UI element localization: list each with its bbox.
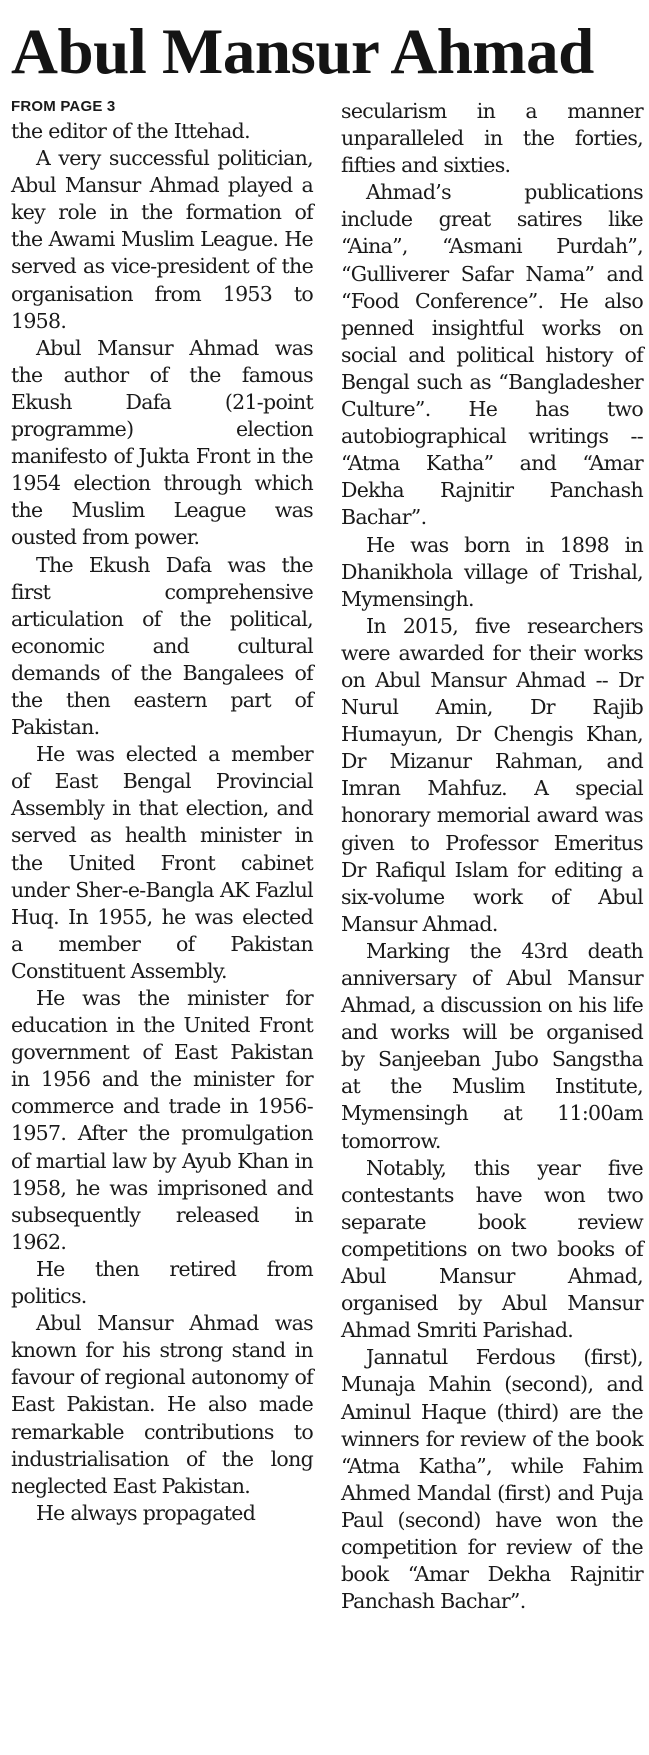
paragraph: The Ekush Dafa was the first comprehensive articulation of the political, economic and cultural demands of the Bangalees of the then eastern part of Pakistan. bbox=[11, 552, 313, 740]
paragraph: A very successful politician, Abul Mansur Ahmad played a key role in the formation of the Awami Muslim League. He served as vice-president of the organisation from 1953 to 1958. bbox=[11, 146, 313, 333]
paragraph: In 2015, five researchers were awarded for their works on Abul Mansur Ahmad -- Dr Nurul Amin, Dr Rajib Humayun, Dr Chengis Khan, Dr Mizanur Rahman, and Imran Mahfuz. A special honorary memorial award was given to Professor Emeritus Dr Rafiqul Islam for editing a six-volume work of Abul Mansur Ahmad. bbox=[341, 613, 643, 936]
paragraph: He was the minister for education in the United Front government of East Pakistan in 1956 and the minister for commerce and trade in 1956-1957. After the promulgation of martial law by Ayub Khan in 1958, he was imprisoned and subsequently released in 1962. bbox=[11, 986, 313, 1254]
paragraph: the editor of the Ittehad. bbox=[11, 119, 250, 143]
paragraph: He always propagated bbox=[36, 1500, 256, 1525]
article-body bbox=[11, 98, 643, 1615]
paragraph: Abul Mansur Ahmad was known for his strong stand in favour of regional autonomy of East Pakistan. He also made remarkable contributions to industrialisation of the long neglected East Pakistan. bbox=[11, 1311, 313, 1498]
paragraph: Notably, this year five contestants have won two separate book review competitions on two books of Abul Mansur Ahmad, organised by Abul Mansur Ahmad Smriti Parishad. bbox=[341, 1155, 643, 1343]
column-right bbox=[341, 98, 643, 1615]
continuation-kicker: FROM PAGE 3 bbox=[11, 98, 116, 115]
paragraph: He then retired from politics. bbox=[11, 1256, 313, 1309]
paragraph: secularism in a manner unparalleled in the forties, fifties and sixties. bbox=[341, 99, 643, 178]
paragraph: Abul Mansur Ahmad was the author of the famous Ekush Dafa (21-point programme) election manifesto of Jukta Front in the 1954 election through which the Muslim League was ousted from power. bbox=[11, 335, 313, 550]
column-left bbox=[11, 98, 313, 1615]
headline: Abul Mansur Ahmad bbox=[11, 16, 594, 88]
paragraph: Jannatul Ferdous (first), Munaja Mahin (second), and Aminul Haque (third) are the winners for review of the book “Atma Katha”, while Fahim Ahmed Mandal (first) and Puja Paul (second) have won the competition for review of the book “Amar Dekha Rajnitir Panchash Bachar”. bbox=[341, 1345, 643, 1614]
paragraph: He was born in 1898 in Dhanikhola village of Trishal, Mymensingh. bbox=[341, 532, 643, 611]
paragraph: He was elected a member of East Bengal Provincial Assembly in that election, and served as health minister in the United Front cabinet under Sher-e-Bangla AK Fazlul Huq. In 1955, he was elected a member of Pakistan Constituent Assembly. bbox=[11, 742, 313, 983]
paragraph: Marking the 43rd death anniversary of Abul Mansur Ahmad, a discussion on his life and works will be organised by Sanjeeban Jubo Sangstha at the Muslim Institute, Mymensingh at 11:00am tomorrow. bbox=[341, 938, 643, 1153]
paragraph: Ahmad’s publications include great satires like “Aina”, “Asmani Purdah”, “Gulliverer Safar Nama” and “Food Conference”. He also penned insightful works on social and political history of Bengal such as “Bangladesher Culture”. He has two autobiographical writings -- “Atma Katha” and “Amar Dekha Rajnitir Panchash Bachar”. bbox=[341, 180, 643, 530]
